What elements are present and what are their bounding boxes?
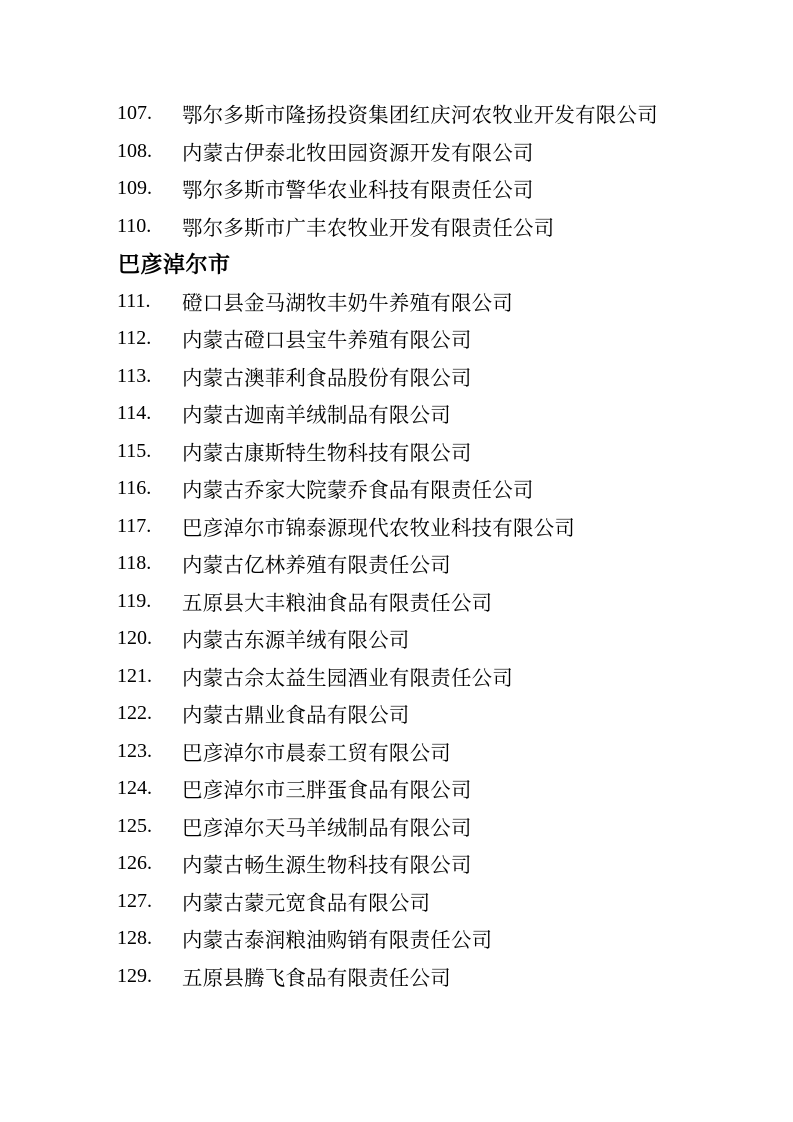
list-item-number: 123. bbox=[117, 739, 152, 762]
list-item-number: 121. bbox=[117, 664, 152, 687]
list-item-company-name: 内蒙古佘太益生园酒业有限责任公司 bbox=[182, 667, 514, 690]
list-item-number: 129. bbox=[117, 964, 152, 987]
list-item-company-name: 内蒙古泰润粮油购销有限责任公司 bbox=[182, 930, 493, 953]
list-item-number: 107. bbox=[117, 102, 152, 125]
list-item-number: 109. bbox=[117, 177, 152, 200]
list-item-company-name: 五原县腾飞食品有限责任公司 bbox=[182, 967, 451, 990]
list-item-number: 115. bbox=[117, 439, 152, 462]
list-item-number: 110. bbox=[117, 214, 152, 237]
list-item-company-name: 鄂尔多斯市广丰农牧业开发有限责任公司 bbox=[182, 217, 555, 240]
list-item bbox=[0, 470, 793, 508]
list-item-company-name: 内蒙古磴口县宝牛养殖有限公司 bbox=[182, 330, 472, 353]
list-item bbox=[0, 95, 793, 133]
list-item bbox=[0, 733, 793, 771]
list-item-company-name: 磴口县金马湖牧丰奶牛养殖有限公司 bbox=[182, 292, 514, 315]
list-item-company-name: 内蒙古东源羊绒有限公司 bbox=[182, 630, 410, 653]
list-item-company-name: 内蒙古亿林养殖有限责任公司 bbox=[182, 555, 451, 578]
list-item-number: 120. bbox=[117, 627, 152, 650]
list-item bbox=[0, 320, 793, 358]
list-item bbox=[0, 433, 793, 471]
list-item-company-name: 内蒙古畅生源生物科技有限公司 bbox=[182, 855, 472, 878]
list-item bbox=[0, 695, 793, 733]
list-item bbox=[0, 170, 793, 208]
list-item-company-name: 巴彦淖尔市三胖蛋食品有限公司 bbox=[182, 780, 472, 803]
list-item bbox=[0, 133, 793, 171]
city-section-heading: 巴彦淖尔市 bbox=[118, 252, 231, 278]
list-item bbox=[0, 208, 793, 246]
list-item-company-name: 内蒙古澳菲利食品股份有限公司 bbox=[182, 367, 472, 390]
list-item-company-name: 内蒙古迦南羊绒制品有限公司 bbox=[182, 405, 451, 428]
list-item bbox=[0, 845, 793, 883]
list-item-company-name: 鄂尔多斯市隆扬投资集团红庆河农牧业开发有限公司 bbox=[182, 105, 658, 128]
list-item-company-name: 内蒙古蒙元宽食品有限公司 bbox=[182, 892, 431, 915]
list-item-company-name: 巴彦淖尔市锦泰源现代农牧业科技有限公司 bbox=[182, 517, 576, 540]
list-item-number: 126. bbox=[117, 852, 152, 875]
list-item-number: 108. bbox=[117, 139, 152, 162]
list-item-company-name: 鄂尔多斯市警华农业科技有限责任公司 bbox=[182, 180, 534, 203]
list-item bbox=[0, 508, 793, 546]
list-item-number: 117. bbox=[117, 514, 152, 537]
list-item-company-name: 五原县大丰粮油食品有限责任公司 bbox=[182, 592, 493, 615]
company-list bbox=[0, 95, 793, 995]
list-item-number: 128. bbox=[117, 927, 152, 950]
list-item bbox=[0, 658, 793, 696]
list-item bbox=[0, 770, 793, 808]
list-item-number: 113. bbox=[117, 364, 152, 387]
list-item bbox=[0, 883, 793, 921]
list-item-number: 118. bbox=[117, 552, 152, 575]
list-item bbox=[0, 808, 793, 846]
list-item bbox=[0, 395, 793, 433]
list-item bbox=[0, 283, 793, 321]
list-item-number: 124. bbox=[117, 777, 152, 800]
list-item-number: 116. bbox=[117, 477, 152, 500]
list-item-number: 122. bbox=[117, 702, 152, 725]
list-item-company-name: 内蒙古伊泰北牧田园资源开发有限公司 bbox=[182, 142, 534, 165]
list-item bbox=[0, 545, 793, 583]
list-item-company-name: 内蒙古鼎业食品有限公司 bbox=[182, 705, 410, 728]
list-item-number: 111. bbox=[117, 289, 151, 312]
list-item bbox=[0, 620, 793, 658]
list-item-number: 114. bbox=[117, 402, 152, 425]
list-item bbox=[0, 583, 793, 621]
list-item-number: 125. bbox=[117, 814, 152, 837]
list-item-company-name: 巴彦淖尔市晨泰工贸有限公司 bbox=[182, 742, 451, 765]
list-item-number: 112. bbox=[117, 327, 152, 350]
list-item-company-name: 巴彦淖尔天马羊绒制品有限公司 bbox=[182, 817, 472, 840]
list-item-number: 127. bbox=[117, 889, 152, 912]
list-item-company-name: 内蒙古乔家大院蒙乔食品有限责任公司 bbox=[182, 480, 534, 503]
list-item bbox=[0, 358, 793, 396]
list-item bbox=[0, 920, 793, 958]
list-item-company-name: 内蒙古康斯特生物科技有限公司 bbox=[182, 442, 472, 465]
list-item bbox=[0, 958, 793, 996]
list-item-number: 119. bbox=[117, 589, 152, 612]
